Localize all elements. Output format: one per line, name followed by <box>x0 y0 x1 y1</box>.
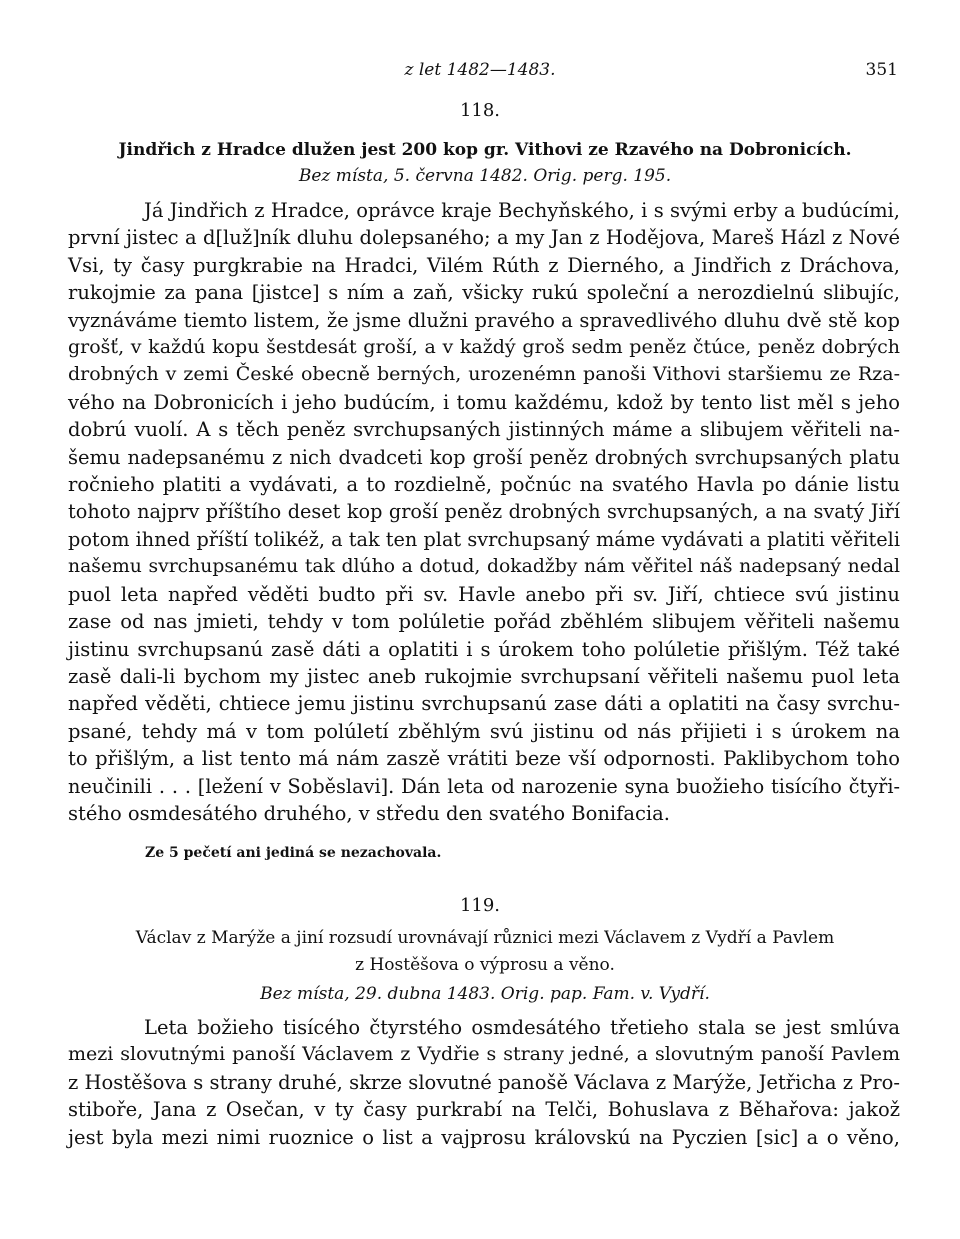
text-line: grošť, v každú kopu šestdesát groší, a v každý groš sedm peněz čtúce, peněz dobrých <box>68 336 900 359</box>
document-heading-119 <box>70 925 900 979</box>
heading-line: z Hostěšova o výprosu a věno. <box>355 955 615 975</box>
text-line: rukojmie za pana [jistce] s ním a zaň, všicky rukú společní a nerozdielnú slibujíc, <box>68 281 900 305</box>
footnote-118: Ze 5 pečetí ani jediná se nezachovala. <box>145 845 442 861</box>
document-dateline-119: Bez místa, 29. dubna 1483. Orig. pap. Fam. v. Vydří. <box>260 984 710 1004</box>
document-heading-118: Jindřich z Hradce dlužen jest 200 kop gr. Vithovi ze Rzavého na Dobronicích. <box>118 140 852 160</box>
text-line: našemu svrchupsanému tak dlúho a dotud, dokadžby nám věřitel náš nadepsaný nedal <box>68 556 900 578</box>
text-line: puol leta napřed věděti budto při sv. Havle anebo při sv. Jiří, chtiece svú jistinu <box>68 582 900 606</box>
text-line: zasě dali-li bychom my jistec aneb rukojmie svrchupsaní věřiteli našemu puol leta <box>68 664 900 688</box>
running-header: z let 1482—1483. <box>404 60 556 80</box>
text-line: jistinu svrchupsanú zasě dáti a oplatiti i s úrokem toho polúletie přišlým. Též také <box>68 637 900 661</box>
text-line: drobných v zemi České obecně berných, urozenémn panoši Vithovi staršiemu ze Rza- <box>68 363 900 386</box>
text-line: Já Jindřich z Hradce, oprávce kraje Bechyňského, i s svými erby a budúcími, <box>144 199 900 222</box>
text-line: Leta božieho tisícého čtyrstého osmdesátého třetieho stala se jest smlúva <box>144 1016 900 1039</box>
text-line: ročnieho platiti a vydávati, a to rozdielně, počnúc na svatého Havla po dánie listu <box>68 473 900 497</box>
text-line: šemu nadepsanému z nich dvadceti kop groší peněz drobných svrchupsaných platu <box>68 445 900 469</box>
document-body-119 <box>68 1014 900 1151</box>
text-line: neučinili . . . [ležení v Soběslavi]. Dán leta od narozenie syna buožieho tisícího čtyři- <box>68 774 900 798</box>
text-line: to přišlým, a list tento má nám zaszě vrátiti beze vší odpornosti. Paklibychom toho <box>68 747 900 771</box>
text-line: vyznáváme tiemto listem, že jsme dlužni pravého a spravedlivého dluhu dvě stě kop <box>68 308 900 332</box>
text-line: zase od nas jmieti, tehdy v tom polúletie pořád zběhlém slibujem věřiteli našemu <box>68 610 900 634</box>
document-number-118: 118. <box>459 100 501 121</box>
text-line: napřed věděti, chtiece jemu jistinu svrchupsanú zase dáti a oplatiti na časy svrchu- <box>68 692 900 716</box>
heading-line: Václav z Marýže a jiní rozsudí urovnávají různici mezi Václavem z Vydří a Pavlem <box>135 928 835 948</box>
text-line: Vsi, ty časy purgkrabie na Hradci, Vilém Rúth z Dierného, a Jindřich z Dráchova, <box>68 253 900 277</box>
page-number: 351 <box>865 60 898 80</box>
text-line: stého osmdesátého druhého, v středu den svatého Bonifacia. <box>68 801 670 825</box>
text-line: první jistec a d[luž]ník dluhu dolepsaného; a my Jan z Hodějova, Mareš Házl z Nové <box>68 226 900 250</box>
document-number-119: 119. <box>459 895 501 916</box>
text-line: mezi slovutnými panoší Václavem z Vydřie s strany jedné, a slovutným panoší Pavlem <box>68 1043 900 1066</box>
document-dateline-118: Bez místa, 5. června 1482. Orig. perg. 195. <box>298 166 672 186</box>
text-line: psané, tehdy má v tom polúletí zběhlým svú jistinu od nás přijieti i s úrokem na <box>68 719 900 743</box>
text-line: vého na Dobronicích i jeho budúcím, i tomu každému, kdož by tento list měl s jeho <box>68 390 900 414</box>
text-line: z Hostěšova s strany druhé, skrze slovutné panošě Václava z Marýže, Jetřicha z Pro- <box>68 1070 900 1094</box>
text-line: tohoto najprv příštího deset kop groší peněz drobných svrchupsaných, a na svatý Jiří <box>68 500 900 524</box>
text-line: stiboře, Jana z Osečan, v ty časy purkrabí na Telči, Bohuslava z Běhařova: jakož <box>68 1098 900 1122</box>
text-line: potom ihned příští tolikéž, a tak ten plat svrchupsaný máme vydávati a platiti věřiteli <box>68 527 900 551</box>
text-line: jest byla mezi nimi ruoznice o list a vajprosu královskú na Pyczien [sic] a o věno, <box>68 1125 900 1149</box>
text-line: dobrú vuolí. A s těch peněz svrchupsaných jistinných máme a slibujem věřiteli na- <box>68 418 900 442</box>
document-body-118 <box>68 197 900 827</box>
